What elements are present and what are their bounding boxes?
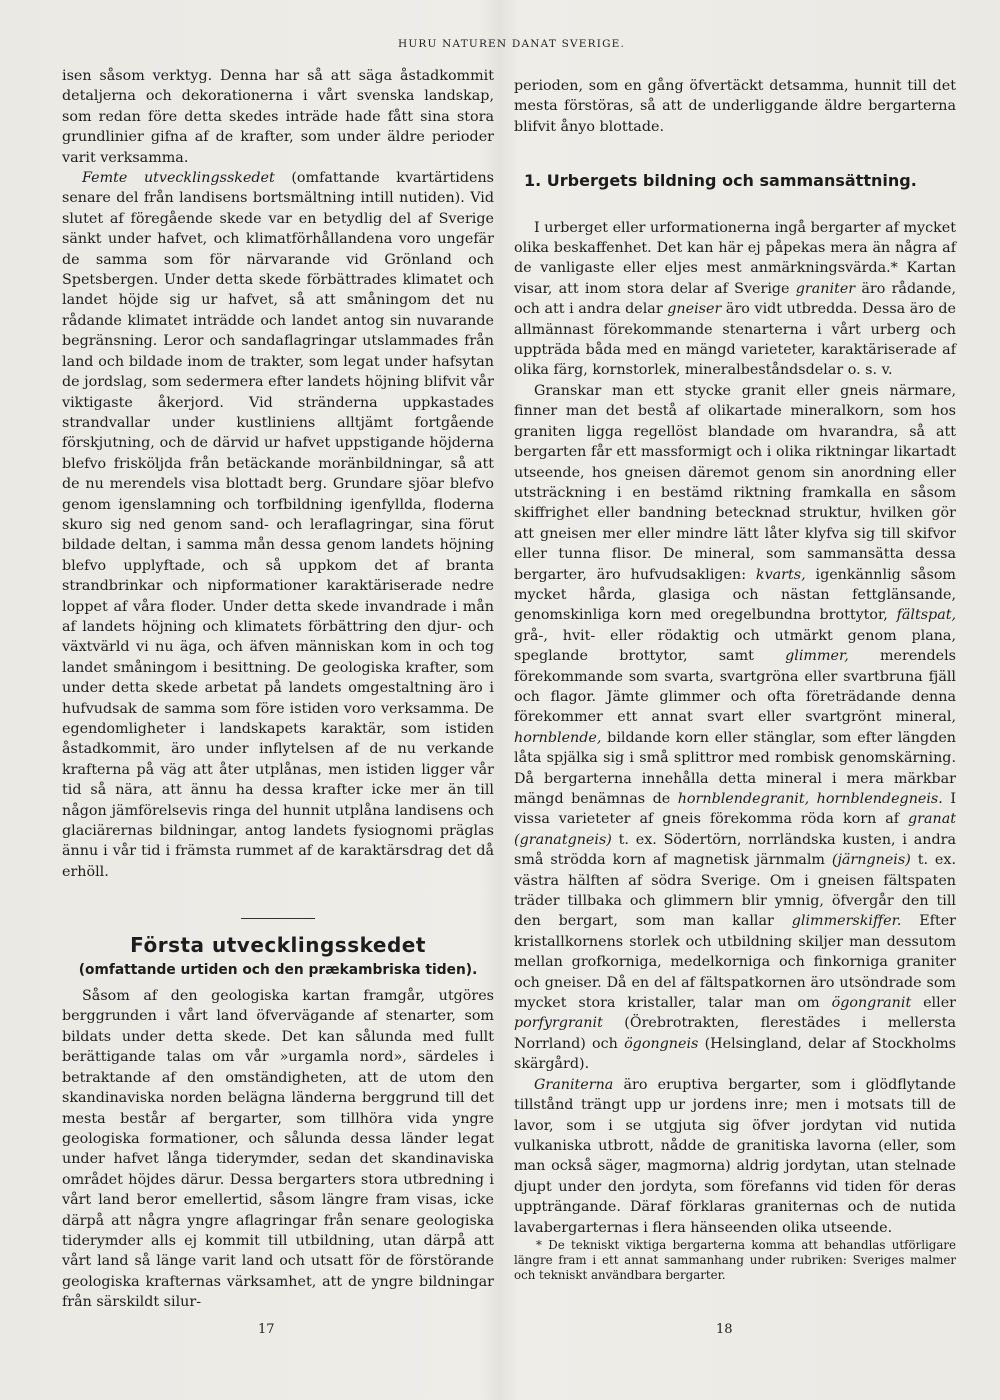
page-number-left: 17 <box>258 1322 275 1337</box>
left-column <box>62 66 494 1313</box>
chapter-title: Första utvecklingsskedet <box>130 933 426 958</box>
paragraph: Såsom af den geologiska kartan framgår, utgöres berggrunden i vårt land öfvervägande af stenarter, som bildats under detta skede. Det kan sålunda med fullt berättigande talas om vår »urgamla nord», särdeles i betraktande af den omständigheten, att de utom den skandinaviska norden belägna länderna berggrund till det mesta består af bergarter, som tillhöra vida yngre geologiska formationer, och sålunda dessa länder legat under hafvet långa tiderymder, sedan det skandinaviska området höjdes därur. Dessa bergarters stora utbredning i vårt land beror emellertid, såsom längre fram visas, icke därpå att några yngre aflagringar från senare geologiska tiderymder alls ej kommit till utbildning, utan därpå att vårt land så länge varit land och utsatt för de förstörande geologiska krafternas värksamhet, att de yngre bildningar från särskildt silur- <box>62 988 494 1311</box>
footnote: * De tekniskt viktiga bergarterna komma att behandlas utförligare längre fram i ett annat sammanhang under rubriken: Sveriges malmer och tekniskt användbara bergarter. <box>514 1237 956 1282</box>
paragraph: I urberget eller urformationerna ingå bergarter af mycket olika beskaffenhet. Det kan här ej påpekas mera än några af de vanligaste eller eljes mest anmärkningsvärda.* Kartan visar, att inom stora delar af Sverige graniter äro rådande, och att i andra delar gneiser äro vidt utbredda. Dessa äro de allmännast förekommande stenarterna i vårt urberg och uppträda båda med en mängd varieteter, karaktäriserade af olika färg, kornstorlek, mineralbeståndsdelar o. s. v. <box>514 219 957 379</box>
italic-term: Femte utvecklingsskedet <box>82 170 275 187</box>
paragraph: Graniterna äro eruptiva bergarter, som i glödflytande tillstånd trängt upp ur jordens inre; men i motsats till de lavor, som i se utgjuta sig öfver jordytan vid nutida vulkaniska utbrott, nådde de granitiska lavorna (eller, som man också säger, magmorna) aldrig jordytan, utan stelnade djupt under den jordyta, som förefanns vid tiden för deras uppträngande. Däraf förklaras graniternas och de nutida lavabergarternas i flera hänseenden olika utseende. <box>514 1076 956 1236</box>
paragraph: isen såsom verktyg. Denna har så att säga åstadkommit detaljerna och dekorationerna i vårt svenska landskap, som redan före detta skedes inträde hade fått sina stora grundlinier gifna af de krafter, som under äldre perioder varit verksamma. <box>62 68 494 166</box>
paragraph: perioden, som en gång öfvertäckt detsamma, hunnit till det mesta förstöras, så att de underliggande äldre bergarterna blifvit ånyo blottade. <box>514 78 956 135</box>
page-number-right: 18 <box>716 1322 733 1337</box>
section-divider <box>241 918 315 919</box>
paragraph: Granskar man ett stycke granit eller gneis närmare, finner man det bestå af olikartade mineralkorn, som hos graniten ligga regellöst blandade om hvarandra, så att bergarten får ett massformigt och i olika riktningar likartadt utseende, hos gneisen däremot genom sin anordning eller utsträckning i en bestämd riktning framkalla en såsom skiffrighet eller bandning betecknad struktur, hvilken gör att gneisen mer eller mindre lätt låter klyfva sig till skifvor eller tunna flisor. De mineral, som sammansätta dessa bergarter, äro hufvudsakligen: kvarts, igenkännlig såsom mycket hårda, glasiga och nästan fettglänsande, genomskinliga korn med oregelbundna brottytor, fältspat, grå-, hvit- eller rödaktig och utmärkt genom plana, speglande brottytor, samt glimmer, merendels förekommande som svarta, svartgröna eller svartbruna fjäll och flagor. Jämte glimmer och ofta företrädande denna förekommer ett annat svart eller svartgrönt mineral, hornblende, bildande korn eller stänglar, som efter längden låta spjälka sig i små splittror med rombisk genomskärning. Då bergarterna innehålla detta mineral i mera märkbar mängd benämnas de hornblendegranit, hornblendegneis. I vissa varieteter af gneis förekomma röda korn af granat (granatgneis) t. ex. Södertörn, norrländska kusten, i andra små strödda korn af magnetisk järnmalm (järngneis) t. ex. västra hälften af södra Sverige. Om i gneisen fältspaten träder tillbaka och glimmern blir ymnig, öfvergår den till den bergart, som man kallar glimmerskiffer. Efter kristallkornens storlek och utbildning skiljer man dessutom mellan grofkorniga, medelkorniga och finkorniga graniter och gneiser. Då en del af fältspatkornen äro utsöndrade som mycket stora kristaller, talar man om ögongranit eller porfyrgranit (Örebrotrakten, flerestädes i mellersta Norrland) och ögongneis (Helsingland, delar af Stockholms skärgård). <box>514 382 957 1073</box>
right-column <box>514 76 956 1283</box>
chapter-subtitle: (omfattande urtiden och den prækambriska tiden). <box>78 961 478 978</box>
section-heading: 1. Urbergets bildning och sammansättning. <box>524 171 917 191</box>
paragraph: Femte utvecklingsskedet (omfattande kvartärtidens senare del från landisens bortsmältning intill nutiden). Vid slutet af föregående skede var en betydlig del af Sverige sänkt under hafvet, och klimatförhållandena voro ungefär de samma som för närvarande vid Grönland och Spetsbergen. Under detta skede förbättrades klimatet och landet höjde sig ur hafvet, så att småningom det nu rådande klimatet inträdde och landet antog sin nuvarande begränsning. Leror och sandaflagringar utslammades från land och bildade inom de trakter, som legat under hafsytan de jordslag, som sedermera efter landets höjning blifvit vår viktigaste åkerjord. Vid stränderna uppkastades strandvallar under kustliniens alltjämt fortgående förskjutning, och de därvid ur hafvet uppstigande höjderna blefvo frisköljda från betäckande moränbildningar, så att de nu merendels visa blottadt berg. Grundare sjöar blefvo genom igenslamning och torfbildning igenfyllda, floderna skuro sig ned genom sand- och leraflagringar, sina förut bildade deltan, i samma mån dessa genom landets höjning blefvo upplyftade, och så uppkom det af branta strandbrinkar och nipformationer karaktäriserade nedre loppet af våra floder. Under detta skede invandrade i mån af landets höjning och klimatets förbättring den djur- och växtvärld vi nu äga, och äfven människan kom in och tog landet småningom i besittning. De geologiska krafter, som under detta skede arbetat på landets omgestaltning äro i hufvudsak de samma som före istiden voro verksamma. De egendomligheter i landskapets karaktär, som istiden åstadkommit, äro under inflytelsen af de nu verkande krafterna på väg att åter utplånas, men istiden ligger vår tid så nära, att ännu ha dessa krafter icke mer än till någon jämförelsevis ringa del hunnit utplåna landisens och glaciärernas bildningar, antog landets fysiognomi präglas ännu i vår tid i främsta rummet af de karaktärsdrag det då erhöll. <box>62 170 494 880</box>
running-head: HURU NATUREN DANAT SVERIGE. <box>398 38 626 50</box>
